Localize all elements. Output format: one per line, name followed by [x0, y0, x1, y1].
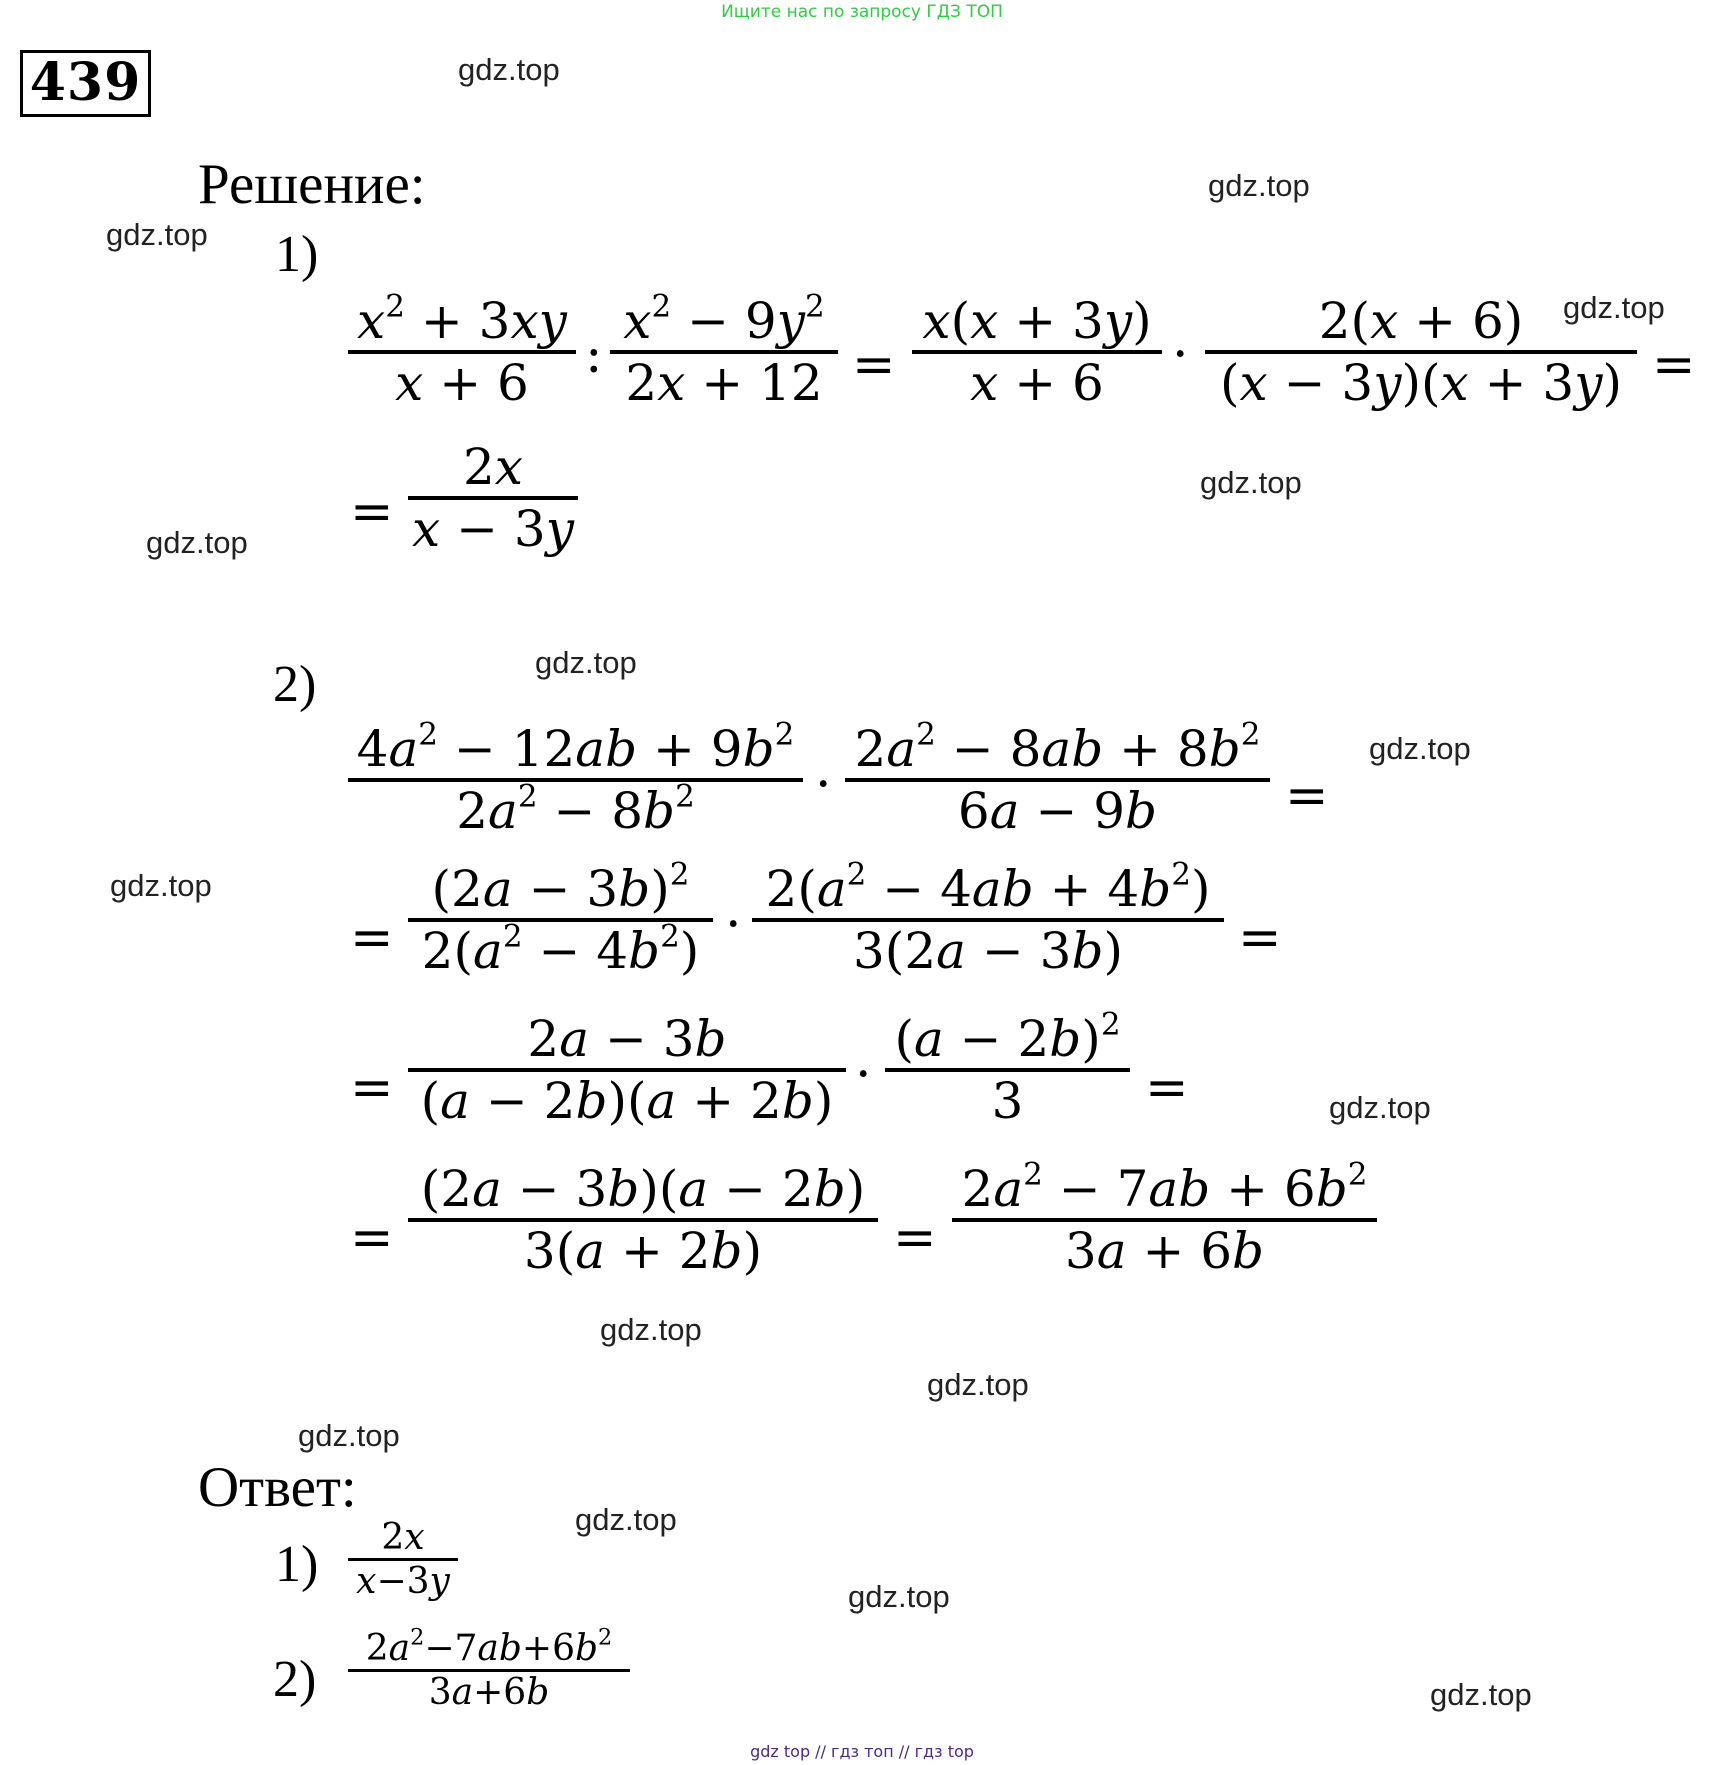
multiply-sign: · [815, 755, 832, 815]
watermark: gdz.top [1200, 465, 1302, 500]
top-banner: Ищите нас по запросу ГДЗ ТОП [721, 2, 1003, 22]
watermark: gdz.top [927, 1367, 1029, 1402]
fraction: 2x x − 3y [408, 438, 578, 558]
watermark: gdz.top [1563, 290, 1665, 325]
fraction: $x^2 - 9y^2$ 2x + 12 [610, 292, 838, 412]
equals-sign: = [350, 482, 394, 542]
watermark: gdz.top [1208, 168, 1310, 203]
watermark: gdz.top [106, 217, 208, 252]
fraction: $(2a - 3b)^2$ $2(a^2 - 4b^2)$ [408, 860, 713, 980]
fraction: $2a^2 - 7ab + 6b^2$ 3a + 6b [952, 1160, 1377, 1280]
footer-links: gdz top // гдз топ // гдз top [750, 1742, 974, 1761]
watermark: gdz.top [1369, 731, 1471, 766]
watermark: gdz.top [298, 1418, 400, 1453]
divide-sign: : [585, 325, 603, 385]
watermark: gdz.top [1329, 1090, 1431, 1125]
equals-sign: = [1652, 335, 1696, 395]
fraction: $2(a^2 - 4ab + 4b^2)$ 3(2a − 3b) [752, 860, 1224, 980]
watermark: gdz.top [535, 645, 637, 680]
watermark: gdz.top [848, 1579, 950, 1614]
fraction: $2a^2 - 8ab + 8b^2$ 6a − 9b [845, 720, 1270, 840]
answer1-label: 1) [275, 1536, 319, 1593]
equals-sign: = [350, 1058, 394, 1118]
multiply-sign: · [725, 895, 742, 955]
equals-sign: = [893, 1208, 937, 1268]
answer2-label: 2) [273, 1651, 317, 1708]
fraction: $x^2 + 3xy$ x + 6 [348, 292, 576, 412]
equals-sign: = [1285, 766, 1329, 826]
equals-sign: = [1238, 908, 1282, 968]
part2-label: 2) [273, 656, 317, 713]
watermark: gdz.top [1430, 1677, 1532, 1712]
equals-sign: = [852, 335, 896, 395]
fraction: 2a − 3b (a − 2b)(a + 2b) [408, 1010, 846, 1130]
solution-heading: Решение: [198, 153, 426, 216]
fraction: $4a^2 - 12ab + 9b^2$ $2a^2 - 8b^2$ [348, 720, 803, 840]
fraction: x(x + 3y) x + 6 [912, 292, 1162, 412]
watermark: gdz.top [458, 52, 560, 87]
answer1-fraction: 2x x−3y [348, 1517, 458, 1602]
watermark: gdz.top [110, 868, 212, 903]
fraction: 2(x + 6) (x − 3y)(x + 3y) [1205, 292, 1637, 412]
equals-sign: = [350, 908, 394, 968]
watermark: gdz.top [146, 525, 248, 560]
multiply-sign: · [855, 1045, 872, 1105]
answer2-fraction: $2a^2-7ab+6b^2$ 3a+6b [348, 1628, 630, 1713]
equals-sign: = [1145, 1058, 1189, 1118]
problem-number: 439 [20, 50, 151, 117]
multiply-sign: · [1172, 325, 1189, 385]
part1-label: 1) [275, 226, 319, 283]
fraction: $(a - 2b)^2$ 3 [885, 1010, 1130, 1130]
fraction: (2a − 3b)(a − 2b) 3(a + 2b) [408, 1160, 878, 1280]
equals-sign: = [350, 1208, 394, 1268]
watermark: gdz.top [575, 1502, 677, 1537]
watermark: gdz.top [600, 1312, 702, 1347]
answer-heading: Ответ: [198, 1456, 357, 1519]
